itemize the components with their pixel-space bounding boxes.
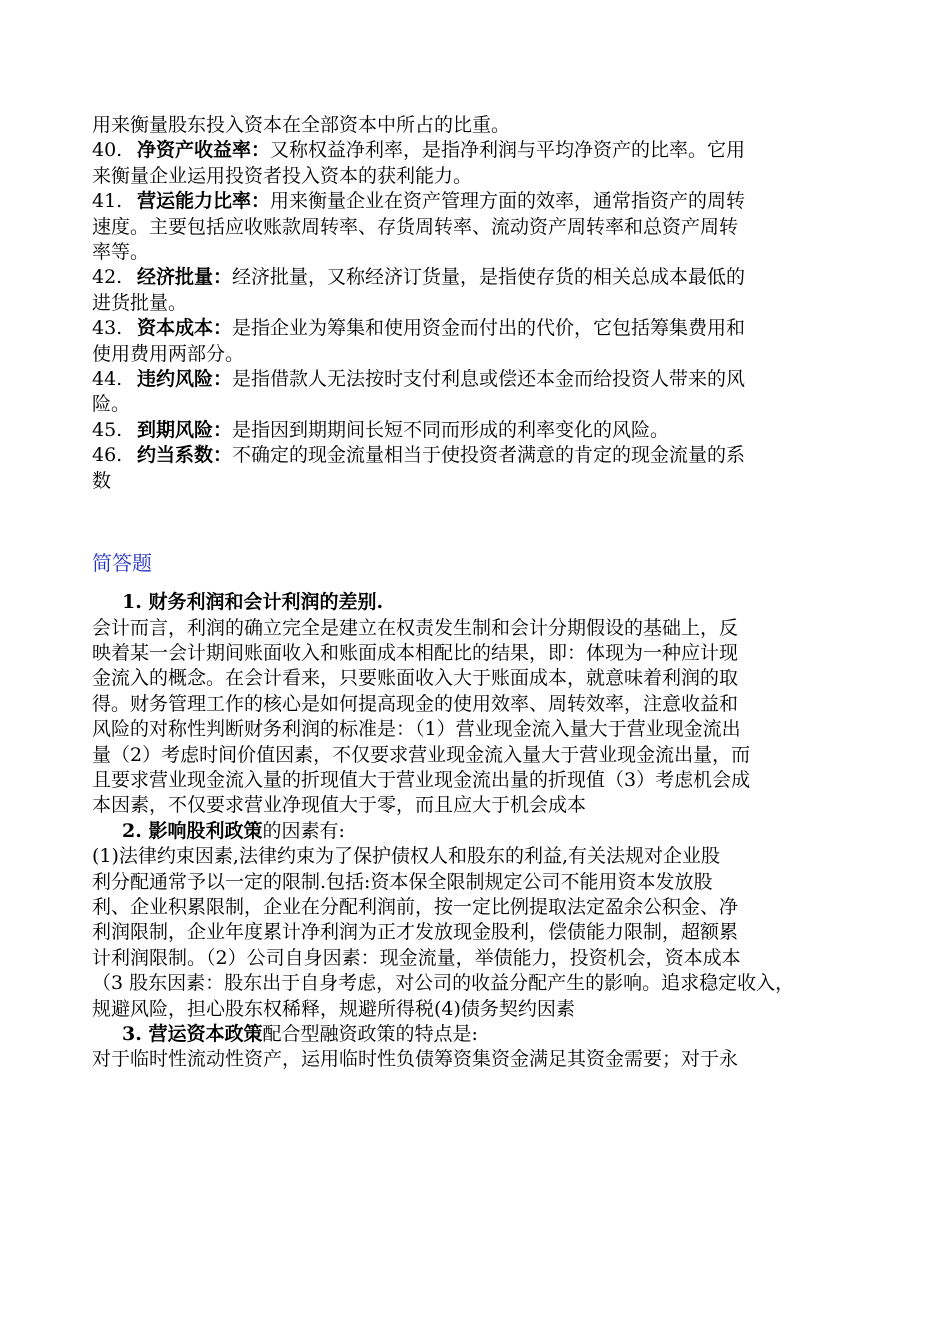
- definition-text: 速度。主要包括应收账款周转率、存货周转率、流动资产周转率和总资产周转: [92, 215, 739, 238]
- definition-term: 净资产收益率：: [137, 139, 271, 162]
- definition-line: [92, 418, 862, 443]
- definition-number: 46.: [92, 444, 123, 467]
- answer-line: 对于临时性流动性资产，运用临时性负债筹资集资金满足其资金需要；对于永: [92, 1048, 739, 1071]
- question-number: 2.: [122, 819, 149, 842]
- definition-term: 约当系数：: [137, 444, 233, 467]
- definitions-list: [92, 138, 862, 494]
- answer-line: 计利润限制。（2）公司自身因素：现金流量，举债能力，投资机会，资本成本: [92, 946, 741, 969]
- definition-text: 经济批量，又称经济订货量，是指使存货的相关总成本最低的: [232, 266, 746, 289]
- definition-line: [92, 469, 862, 494]
- section-heading: 简答题: [92, 551, 152, 576]
- answer-line: 规避风险，担心股东权稀释，规避所得税(4)债务契约因素: [92, 997, 575, 1020]
- question-heading: [92, 590, 862, 615]
- definition-line: [92, 316, 862, 341]
- question-title: 影响股利政策: [148, 819, 263, 842]
- question-number: 3.: [122, 1023, 149, 1045]
- answer-line: 且要求营业现金流入量的折现值大于营业现金流出量的折现值（3）考虑机会成: [92, 768, 751, 791]
- definition-text: 险。: [92, 393, 131, 416]
- answer-line: 利润限制，企业年度累计净利润为正才发放现金股利，偿债能力限制，超额累: [92, 921, 739, 944]
- definition-term: 资本成本：: [137, 317, 233, 340]
- definition-line: [92, 164, 862, 189]
- answer-line: 风险的对称性判断财务利润的标准是：（1）营业现金流入量大于营业现金流出: [92, 718, 741, 741]
- answer-line: 得。财务管理工作的核心是如何提高现金的使用效率、周转效率，注意收益和: [92, 692, 739, 715]
- definition-term: 营运能力比率：: [137, 190, 271, 213]
- question-heading: [92, 819, 862, 844]
- answer-line: 利分配通常予以一定的限制.包括:资本保全限制规定公司不能用资本发放股: [92, 870, 713, 893]
- definition-text: 数: [92, 469, 112, 492]
- question-title: 财务利润和会计利润的差别.: [148, 591, 384, 614]
- definition-text: 又称权益净利率，是指净利润与平均净资产的比率。它用: [270, 139, 746, 162]
- answer-line: （3 股东因素：股东出于自身考虑，对公司的收益分配产生的影响。追求稳定收入，: [92, 972, 795, 995]
- question-title-rest: 配合型融资政策的特点是:: [262, 1023, 478, 1045]
- definition-text: 率等。: [92, 241, 150, 264]
- definition-text: 不确定的现金流量相当于使投资者满意的肯定的现金流量的系: [232, 444, 746, 467]
- definition-line: [92, 392, 862, 417]
- answer-line: 会计而言，利润的确立完全是建立在权责发生制和会计分期假设的基础上，反: [92, 616, 739, 639]
- question-title: 营运资本政策: [148, 1023, 263, 1045]
- definition-term: 违约风险：: [137, 368, 233, 391]
- definition-term: 到期风险：: [137, 418, 233, 441]
- definition-line: [92, 215, 862, 240]
- definition-number: 40.: [92, 139, 123, 162]
- definition-line: [92, 443, 862, 468]
- answer-line: (1)法律约束因素,法律约束为了保护债权人和股东的利益,有关法规对企业股: [92, 845, 720, 868]
- definition-line: [92, 342, 862, 367]
- definition-text: 用来衡量企业在资产管理方面的效率，通常指资产的周转: [270, 190, 746, 213]
- answer-line: 本因素，不仅要求营业净现值大于零，而且应大于机会成本: [92, 794, 587, 817]
- answer-line: 量（2）考虑时间价值因素，不仅要求营业现金流入量大于营业现金流出量，而: [92, 743, 751, 766]
- question-number: 1.: [122, 591, 149, 614]
- definition-number: 41.: [92, 190, 123, 213]
- definition-term: 经济批量：: [137, 266, 233, 289]
- answer-line: 利、企业积累限制，企业在分配利润前，按一定比例提取法定盈余公积金、净: [92, 895, 739, 918]
- definition-line: [92, 291, 862, 316]
- continuation-line: 用来衡量股东投入资本在全部资本中所占的比重。: [92, 114, 511, 136]
- definition-text: 来衡量企业运用投资者投入资本的获利能力。: [92, 164, 473, 187]
- definition-line: [92, 189, 862, 214]
- definition-text: 是指借款人无法按时支付利息或偿还本金而给投资人带来的风: [232, 368, 746, 391]
- definition-number: 45.: [92, 418, 123, 441]
- definition-line: [92, 240, 862, 265]
- definition-number: 42.: [92, 266, 123, 289]
- definition-text: 使用费用两部分。: [92, 342, 245, 365]
- definition-text: 是指因到期期间长短不同而形成的利率变化的风险。: [232, 418, 670, 441]
- definition-line: [92, 265, 862, 290]
- definition-text: 是指企业为筹集和使用资金而付出的代价，它包括筹集费用和: [232, 317, 746, 340]
- answer-line: 映着某一会计期间账面收入和账面成本相配比的结果，即：体现为一种应计现: [92, 641, 739, 664]
- definition-line: [92, 367, 862, 392]
- question-heading: [92, 1022, 862, 1047]
- questions-list: [92, 590, 862, 1073]
- answer-line: 金流入的概念。在会计看来，只要账面收入大于账面成本，就意味着利润的取: [92, 667, 739, 690]
- definition-number: 43.: [92, 317, 123, 340]
- definition-number: 44.: [92, 368, 123, 391]
- definition-text: 进货批量。: [92, 291, 188, 314]
- definition-line: [92, 138, 862, 163]
- question-title-rest: 的因素有:: [262, 819, 345, 842]
- document-page: [92, 113, 862, 1073]
